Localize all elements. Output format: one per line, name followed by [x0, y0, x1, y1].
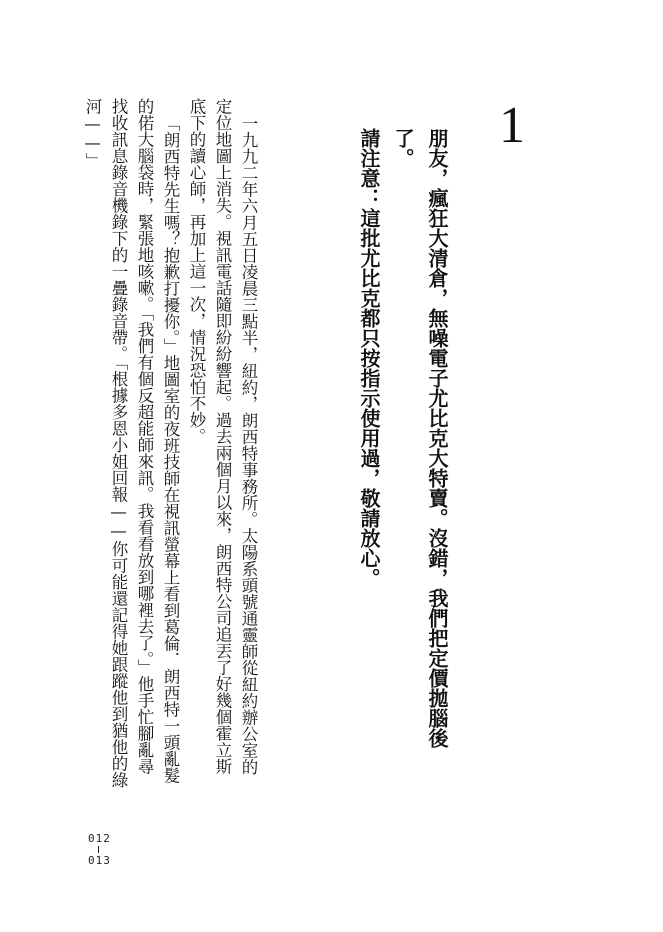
body-paragraph-2: 「朗西特先生嗎？抱歉打擾你。」地圖室的夜班技師在視訊螢幕上看到葛倫．朗西特一頭亂髮的偌大腦袋時，緊張地咳嗽。「我們有個反超能師來訊。我看看放到哪裡去了。」他手忙腳亂尋找收訊息錄音機錄下的一疊錄音帶。「根據多恩小姐回報——你可能還記得她跟蹤他到猶他的綠河——」: [83, 98, 180, 788]
page-folio: [88, 832, 128, 867]
page-number-left: 012: [88, 832, 111, 845]
folio-divider: [98, 846, 99, 853]
chapter-epigraph: [352, 128, 454, 748]
body-text: [79, 98, 261, 788]
body-paragraph-1: 一九九二年六月五日凌晨三點半，紐約，朗西特事務所。太陽系頭號通靈師從紐約辦公室的定位地圖上消失。視訊電話隨即紛紛響起。過去兩個月以來，朗西特公司追丟了好幾個霍立斯底下的讀心師，再加上這一次，情況恐怕不妙。: [187, 98, 258, 775]
epigraph-line-1: 朋友，瘋狂大清倉，無噪電子尤比克大特賣。沒錯，我們把定價拋腦後了。: [391, 128, 449, 748]
chapter-number: 1: [499, 97, 525, 154]
epigraph-line-2: 請注意：這批尤比克都只按指示使用過，敬請放心。: [357, 128, 381, 588]
page-number-right: 013: [88, 854, 111, 867]
